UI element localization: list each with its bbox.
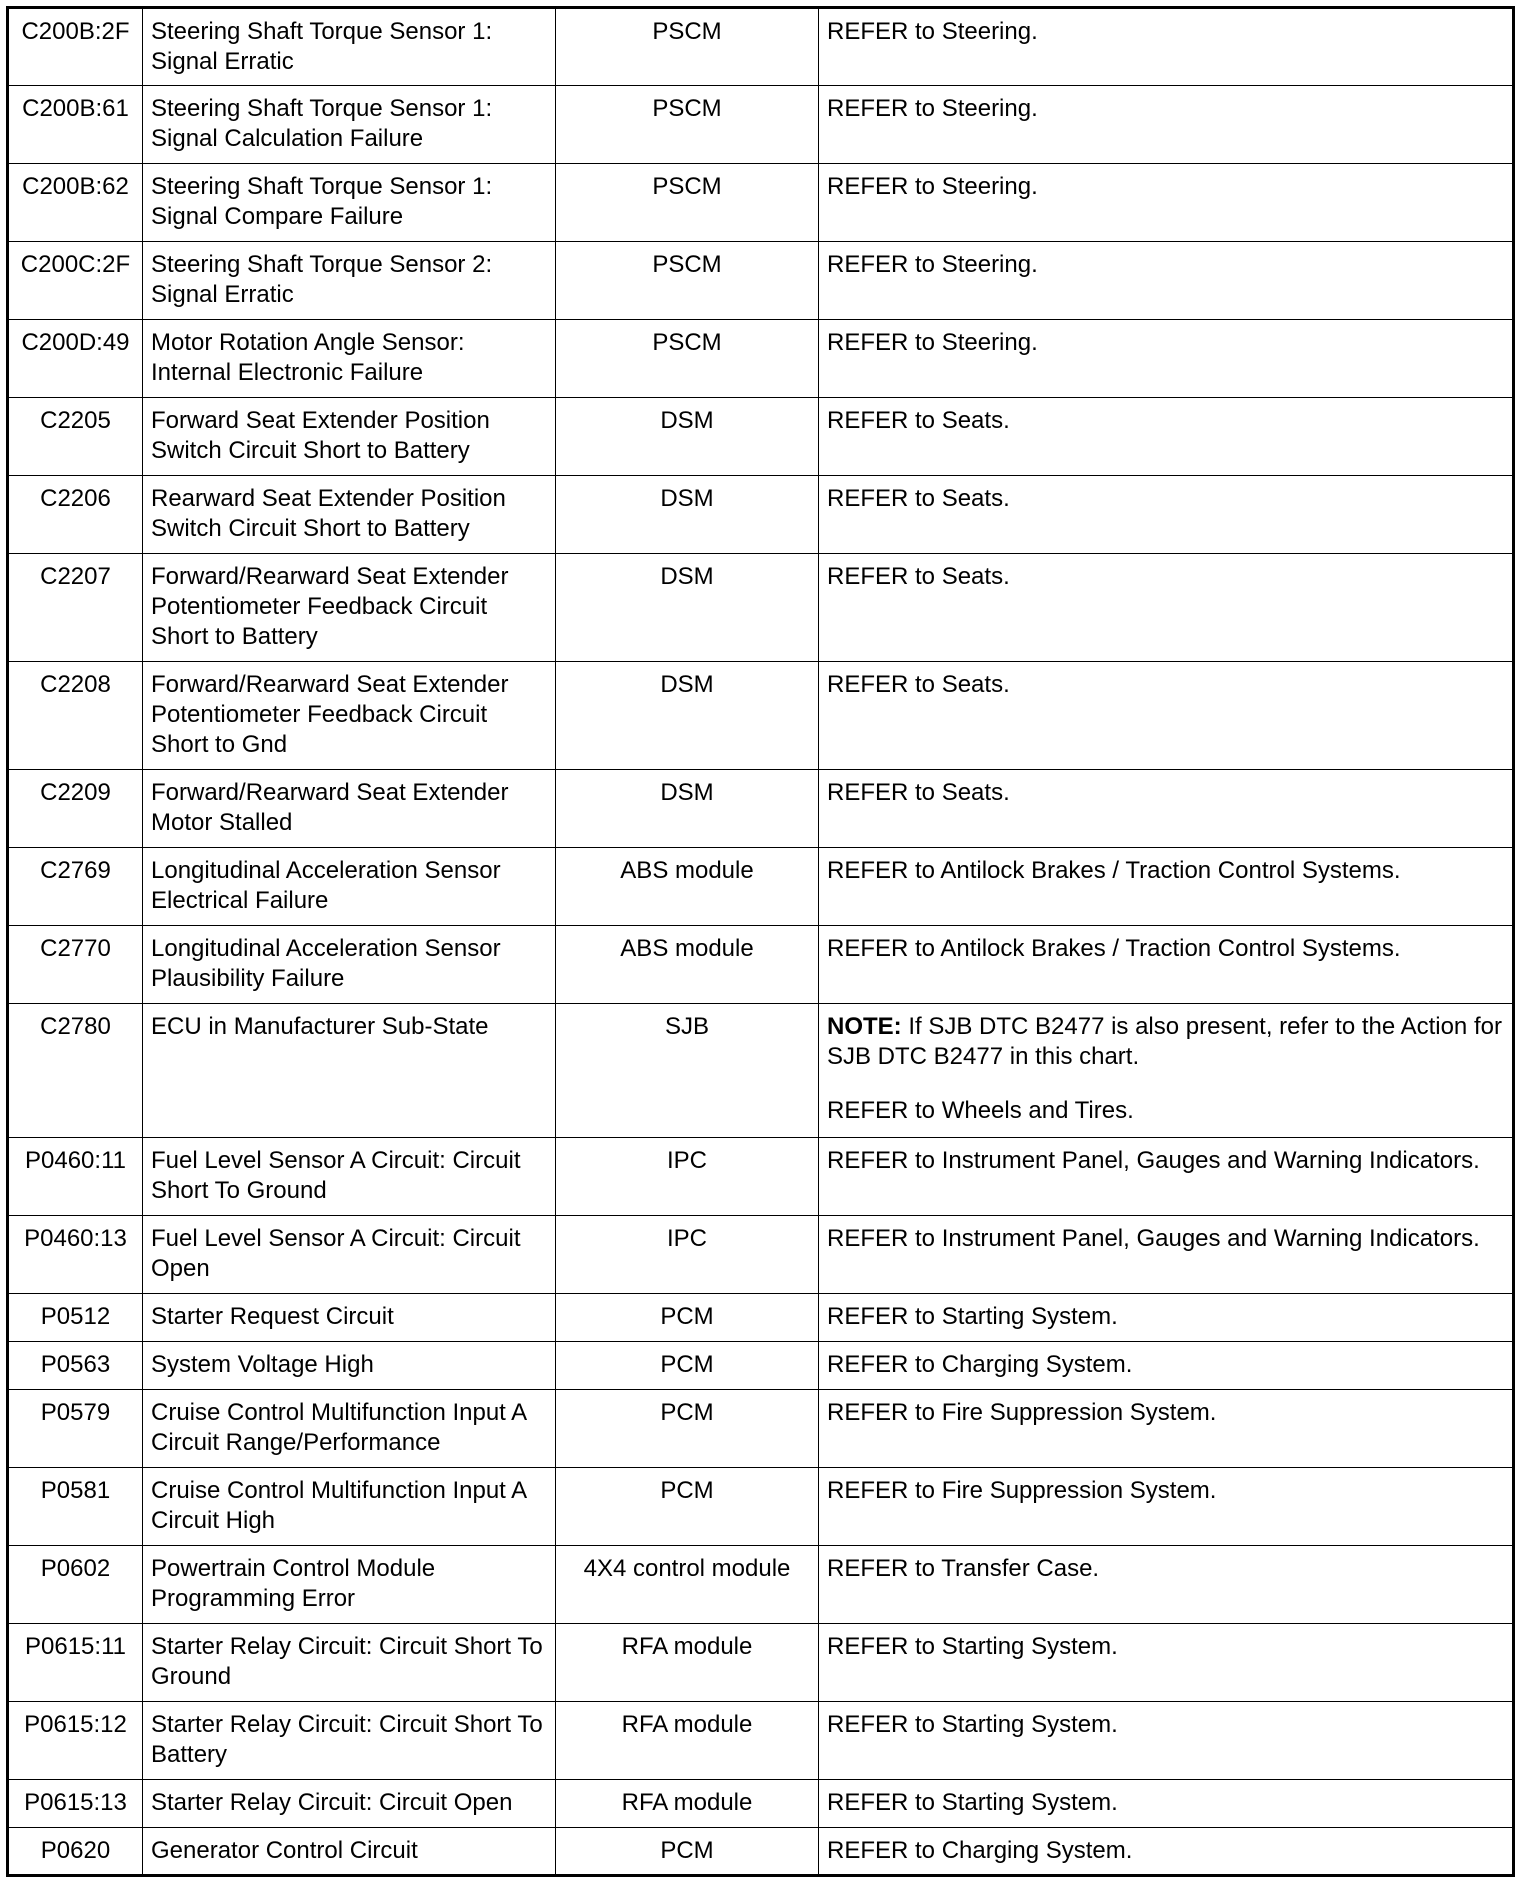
table-row <box>8 926 1514 1004</box>
dtc-code: P0615:12 <box>8 1702 143 1780</box>
table-row <box>8 848 1514 926</box>
dtc-code: P0581 <box>8 1468 143 1546</box>
dtc-module: PSCM <box>556 320 819 398</box>
table-row <box>8 1828 1514 1876</box>
dtc-action: REFER to Seats. <box>819 476 1514 554</box>
dtc-code: C200B:61 <box>8 86 143 164</box>
dtc-module: DSM <box>556 770 819 848</box>
dtc-action: REFER to Steering. <box>819 8 1514 86</box>
dtc-description: Longitudinal Acceleration Sensor Electrical Failure <box>143 848 556 926</box>
dtc-action: REFER to Seats. <box>819 662 1514 770</box>
dtc-action: REFER to Antilock Brakes / Traction Control Systems. <box>819 926 1514 1004</box>
dtc-code: P0579 <box>8 1390 143 1468</box>
dtc-description: Forward/Rearward Seat Extender Potentiometer Feedback Circuit Short to Battery <box>143 554 556 662</box>
dtc-chart <box>6 6 1512 1877</box>
dtc-module: RFA module <box>556 1702 819 1780</box>
dtc-action: REFER to Steering. <box>819 164 1514 242</box>
dtc-code: C2780 <box>8 1004 143 1138</box>
dtc-action: REFER to Seats. <box>819 770 1514 848</box>
dtc-module: DSM <box>556 398 819 476</box>
dtc-action: REFER to Instrument Panel, Gauges and Warning Indicators. <box>819 1138 1514 1216</box>
dtc-action: REFER to Starting System. <box>819 1702 1514 1780</box>
table-row <box>8 554 1514 662</box>
table-row <box>8 1390 1514 1468</box>
dtc-description: Powertrain Control Module Programming Error <box>143 1546 556 1624</box>
dtc-description: Generator Control Circuit <box>143 1828 556 1876</box>
dtc-code: P0460:11 <box>8 1138 143 1216</box>
dtc-action: REFER to Instrument Panel, Gauges and Warning Indicators. <box>819 1216 1514 1294</box>
dtc-action: REFER to Starting System. <box>819 1294 1514 1342</box>
dtc-module: 4X4 control module <box>556 1546 819 1624</box>
dtc-module: PSCM <box>556 8 819 86</box>
dtc-code: C200D:49 <box>8 320 143 398</box>
dtc-code: C200C:2F <box>8 242 143 320</box>
dtc-description: Starter Relay Circuit: Circuit Open <box>143 1780 556 1828</box>
dtc-code: C2769 <box>8 848 143 926</box>
dtc-code: P0620 <box>8 1828 143 1876</box>
table-row <box>8 1138 1514 1216</box>
dtc-description: Fuel Level Sensor A Circuit: Circuit Open <box>143 1216 556 1294</box>
dtc-action: REFER to Fire Suppression System. <box>819 1390 1514 1468</box>
dtc-description: Steering Shaft Torque Sensor 1: Signal Compare Failure <box>143 164 556 242</box>
dtc-code: P0512 <box>8 1294 143 1342</box>
dtc-code: C2207 <box>8 554 143 662</box>
table-row <box>8 476 1514 554</box>
dtc-table <box>6 6 1515 1877</box>
dtc-action: REFER to Fire Suppression System. <box>819 1468 1514 1546</box>
dtc-action <box>819 1004 1514 1138</box>
dtc-module: IPC <box>556 1138 819 1216</box>
dtc-action: REFER to Transfer Case. <box>819 1546 1514 1624</box>
dtc-code: P0460:13 <box>8 1216 143 1294</box>
dtc-module: DSM <box>556 662 819 770</box>
dtc-module: PSCM <box>556 242 819 320</box>
dtc-description: Forward/Rearward Seat Extender Potentiometer Feedback Circuit Short to Gnd <box>143 662 556 770</box>
dtc-description: Starter Relay Circuit: Circuit Short To Ground <box>143 1624 556 1702</box>
dtc-module: ABS module <box>556 926 819 1004</box>
dtc-description: Longitudinal Acceleration Sensor Plausibility Failure <box>143 926 556 1004</box>
dtc-code: P0602 <box>8 1546 143 1624</box>
dtc-module: SJB <box>556 1004 819 1138</box>
dtc-module: DSM <box>556 476 819 554</box>
dtc-action: REFER to Starting System. <box>819 1780 1514 1828</box>
table-row <box>8 320 1514 398</box>
table-row <box>8 1004 1514 1138</box>
dtc-action: REFER to Charging System. <box>819 1828 1514 1876</box>
dtc-action: REFER to Seats. <box>819 398 1514 476</box>
dtc-code: C2208 <box>8 662 143 770</box>
dtc-module: PCM <box>556 1468 819 1546</box>
dtc-action: REFER to Steering. <box>819 242 1514 320</box>
dtc-code: C200B:62 <box>8 164 143 242</box>
dtc-action: REFER to Antilock Brakes / Traction Control Systems. <box>819 848 1514 926</box>
dtc-description: ECU in Manufacturer Sub-State <box>143 1004 556 1138</box>
table-row <box>8 1294 1514 1342</box>
dtc-action: REFER to Seats. <box>819 554 1514 662</box>
dtc-code: C2206 <box>8 476 143 554</box>
action-text: REFER to Wheels and Tires. <box>827 1097 1134 1124</box>
dtc-description: Starter Request Circuit <box>143 1294 556 1342</box>
dtc-description: Cruise Control Multifunction Input A Circuit Range/Performance <box>143 1390 556 1468</box>
dtc-description: Steering Shaft Torque Sensor 1: Signal Calculation Failure <box>143 86 556 164</box>
dtc-action: REFER to Charging System. <box>819 1342 1514 1390</box>
note-paragraph <box>827 1012 1504 1072</box>
dtc-description: Starter Relay Circuit: Circuit Short To Battery <box>143 1702 556 1780</box>
table-row <box>8 1342 1514 1390</box>
table-row <box>8 662 1514 770</box>
note-text: If SJB DTC B2477 is also present, refer to the Action for SJB DTC B2477 in this chart. <box>827 1013 1502 1070</box>
table-row <box>8 164 1514 242</box>
dtc-code: C2205 <box>8 398 143 476</box>
dtc-module: DSM <box>556 554 819 662</box>
dtc-code: P0615:13 <box>8 1780 143 1828</box>
table-row <box>8 1468 1514 1546</box>
dtc-description: Forward Seat Extender Position Switch Circuit Short to Battery <box>143 398 556 476</box>
dtc-description: Steering Shaft Torque Sensor 2: Signal Erratic <box>143 242 556 320</box>
table-row <box>8 8 1514 86</box>
dtc-code: C2770 <box>8 926 143 1004</box>
dtc-module: PCM <box>556 1342 819 1390</box>
dtc-module: PSCM <box>556 86 819 164</box>
table-row <box>8 1216 1514 1294</box>
dtc-module: PCM <box>556 1828 819 1876</box>
table-row <box>8 398 1514 476</box>
dtc-module: RFA module <box>556 1780 819 1828</box>
table-row <box>8 242 1514 320</box>
table-row <box>8 1780 1514 1828</box>
dtc-action: REFER to Steering. <box>819 320 1514 398</box>
dtc-code: P0563 <box>8 1342 143 1390</box>
note-label: NOTE: <box>827 1013 902 1040</box>
table-row <box>8 1702 1514 1780</box>
dtc-action: REFER to Steering. <box>819 86 1514 164</box>
dtc-action: REFER to Starting System. <box>819 1624 1514 1702</box>
dtc-module: PSCM <box>556 164 819 242</box>
dtc-module: PCM <box>556 1390 819 1468</box>
dtc-description: Motor Rotation Angle Sensor: Internal Electronic Failure <box>143 320 556 398</box>
dtc-module: ABS module <box>556 848 819 926</box>
dtc-code: C2209 <box>8 770 143 848</box>
dtc-code: C200B:2F <box>8 8 143 86</box>
dtc-module: IPC <box>556 1216 819 1294</box>
dtc-description: Cruise Control Multifunction Input A Circuit High <box>143 1468 556 1546</box>
dtc-module: PCM <box>556 1294 819 1342</box>
table-row <box>8 1624 1514 1702</box>
dtc-code: P0615:11 <box>8 1624 143 1702</box>
dtc-description: Rearward Seat Extender Position Switch Circuit Short to Battery <box>143 476 556 554</box>
dtc-description: Fuel Level Sensor A Circuit: Circuit Short To Ground <box>143 1138 556 1216</box>
dtc-description: System Voltage High <box>143 1342 556 1390</box>
table-row <box>8 86 1514 164</box>
dtc-module: RFA module <box>556 1624 819 1702</box>
dtc-description: Forward/Rearward Seat Extender Motor Stalled <box>143 770 556 848</box>
table-row <box>8 1546 1514 1624</box>
table-row <box>8 770 1514 848</box>
dtc-description: Steering Shaft Torque Sensor 1: Signal Erratic <box>143 8 556 86</box>
